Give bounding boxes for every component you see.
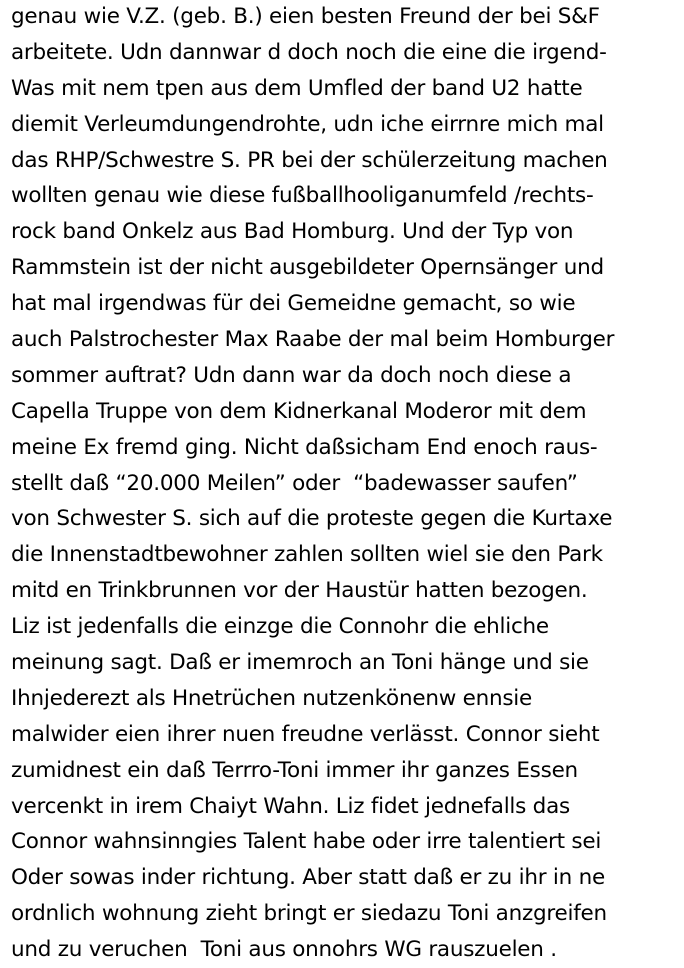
text-line: die Innenstadtbewohner zahlen sollten wiel sie den Park xyxy=(11,542,603,568)
text-line: sommer auftrat? Udn dann war da doch noch diese a xyxy=(11,362,572,388)
text-line: genau wie V.Z. (geb. B.) eien besten Freund der bei S&F xyxy=(11,4,600,29)
text-line: diemit Verleumdungendrohte, udn iche eirrnre mich mal xyxy=(11,111,604,137)
text-line: auch Palstrochester Max Raabe der mal beim Homburger xyxy=(11,327,615,353)
text-line: Oder sowas inder richtung. Aber statt daß er zu ihr in ne xyxy=(11,865,605,891)
text-line: rock band Onkelz aus Bad Homburg. Und der Typ von xyxy=(11,219,574,245)
text-line: hat mal irgendwas für dei Gemeidne gemacht, so wie xyxy=(11,291,576,317)
text-line: das RHP/Schwestre S. PR bei der schülerzeitung machen xyxy=(11,147,608,173)
text-line: Liz ist jedenfalls die einzge die Connohr die ehliche xyxy=(11,614,549,640)
text-line: ordnlich wohnung zieht bringt er siedazu Toni anzgreifen xyxy=(11,901,607,927)
text-line: zumidnest ein daß Terrro-Toni immer ihr ganzes Essen xyxy=(11,757,578,783)
text-line: vercenkt in irem Chaiyt Wahn. Liz fidet jednefalls das xyxy=(11,793,570,819)
text-line: arbeitete. Udn dannwar d doch noch die eine die irgend- xyxy=(11,39,607,65)
text-line: meinung sagt. Daß er imemroch an Toni hänge und sie xyxy=(11,650,589,676)
text-line: wollten genau wie diese fußballhooliganumfeld /rechts- xyxy=(11,183,594,209)
text-line: und zu veruchen Toni aus onnohrs WG rauszuelen . xyxy=(11,937,557,963)
text-line: meine Ex fremd ging. Nicht daßsicham End enoch raus- xyxy=(11,434,598,460)
text-line: stellt daß “20.000 Meilen” oder “badewasser saufen” xyxy=(11,470,578,496)
text-line: Capella Truppe von dem Kidnerkanal Moderor mit dem xyxy=(11,398,587,424)
text-line: Was mit nem tpen aus dem Umfled der band U2 hatte xyxy=(11,75,583,101)
text-line: Ihnjederezt als Hnetrüchen nutzenkönenw ennsie xyxy=(11,685,532,711)
text-line: Rammstein ist der nicht ausgebildeter Opernsänger und xyxy=(11,255,604,281)
text-line: malwider eien ihrer nuen freudne verlässt. Connor sieht xyxy=(11,721,600,747)
text-line: mitd en Trinkbrunnen vor der Haustür hatten bezogen. xyxy=(11,578,588,604)
body-text xyxy=(11,0,681,968)
text-line: von Schwester S. sich auf die proteste gegen die Kurtaxe xyxy=(11,506,613,532)
text-line: Connor wahnsinngies Talent habe oder irre talentiert sei xyxy=(11,829,602,855)
